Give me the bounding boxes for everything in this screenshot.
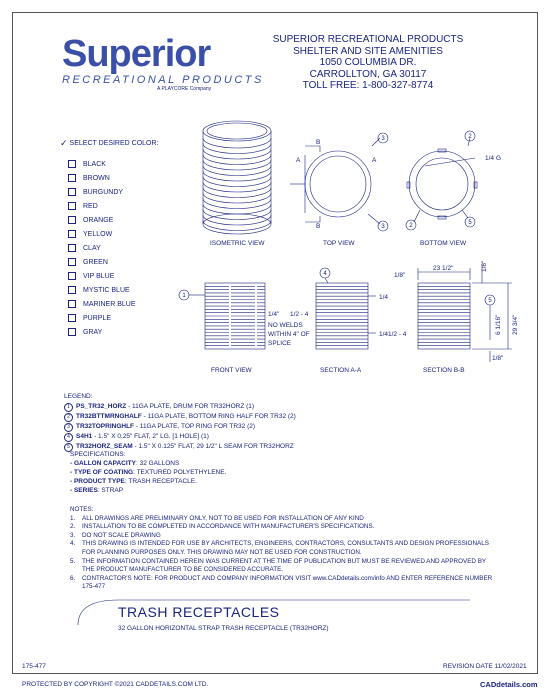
- color-header: SELECT DESIRED COLOR:: [69, 140, 159, 147]
- address-line: SUPERIOR RECREATIONAL PRODUCTS: [272, 34, 464, 45]
- isometric-view-label: ISOMETRIC VIEW: [210, 240, 265, 247]
- color-label: MYSTIC BLUE: [83, 286, 130, 294]
- legend-item: [64, 402, 504, 412]
- top-view-drawing: [290, 138, 380, 224]
- bottom-g: G: [496, 155, 502, 162]
- note-text: THIS DRAWING IS INTENDED FOR USE BY ARCHITECTS, ENGINEERS, CONTRACTORS, CONSULTANTS AND DESIGN PROFESSIONALS FOR PLANNING PURPOSES ONLY. THIS DRAWING MAY NOT BE USED FOR CONSTRUCTION.: [82, 540, 489, 556]
- dim-width: 23 1/2": [433, 265, 454, 272]
- isometric-view-drawing: [203, 121, 271, 234]
- callout-5-bottom: [465, 217, 475, 227]
- legend-number: 1: [64, 403, 73, 412]
- color-label: RED: [83, 202, 98, 210]
- splice: SPLICE: [268, 340, 292, 347]
- weld-seq: 1/2 - 4: [290, 311, 309, 318]
- legend-desc: - 11GA PLATE, BOTTOM RING HALF FOR TR32 (2): [141, 413, 296, 420]
- reference-number: 175-477: [22, 663, 46, 670]
- bottom-dim: 1/4: [485, 155, 495, 162]
- legend-code: TR32BTTMRNGHALF: [76, 413, 142, 420]
- spec-value: : 32 GALLONS: [135, 460, 180, 467]
- svg-text:1: 1: [182, 293, 186, 299]
- note-item: [70, 558, 500, 575]
- note-number: 6.: [70, 574, 76, 582]
- svg-text:2: 2: [409, 223, 413, 229]
- legend-desc: - 11GA PLATE, TOP RING FOR TR32 (2): [134, 423, 256, 430]
- note-item: [70, 540, 500, 557]
- dim-height: 29 3/4": [512, 314, 519, 335]
- note-number: 5.: [70, 557, 76, 565]
- color-label: BLACK: [83, 160, 106, 168]
- front-view-label: FRONT VIEW: [211, 367, 252, 374]
- svg-text:3: 3: [381, 136, 385, 142]
- spec-key: - PRODUCT TYPE: [70, 478, 125, 485]
- weld-seq-aa: 1/2 - 4: [388, 331, 407, 338]
- legend-desc: - 1.5" X 0.25" FLAT, 2" LG. [1 HOLE] (1): [92, 433, 209, 440]
- color-label: CLAY: [83, 244, 101, 252]
- color-label: GRAY: [83, 328, 103, 336]
- legend-code: TR32TOPRINGHLF: [76, 423, 135, 430]
- legend-number: 5: [64, 443, 73, 452]
- dim-1-8-bottom: 1/8": [492, 355, 504, 362]
- legend-title: LEGEND:: [64, 393, 93, 400]
- note-text: CONTRACTOR'S NOTE: FOR PRODUCT AND COMPANY INFORMATION VISIT www.CADdetails.com/info AND ENTER REFERENCE NUMBER 175-477: [82, 574, 493, 591]
- svg-text:2: 2: [468, 134, 472, 140]
- color-label: YELLOW: [83, 230, 113, 238]
- legend-code: TR32HORZ_SEAM: [76, 443, 133, 450]
- section-bb-drawing: [418, 264, 512, 362]
- color-label: GREEN: [83, 258, 108, 266]
- callout-5-bb: [485, 295, 495, 305]
- note-number: 3.: [70, 531, 76, 539]
- note-item: [70, 515, 500, 524]
- legend-item: [64, 432, 504, 442]
- weld-note: 1/4": [268, 311, 280, 318]
- callout-1-front: [179, 290, 189, 300]
- revision-date: REVISION DATE 11/02/2021: [443, 663, 527, 670]
- spec-value: : STRAP: [97, 487, 124, 494]
- notes: [70, 506, 500, 592]
- dim-6-1-16: 6 1/16": [495, 314, 502, 335]
- address-line: CARROLLTON, GA 30117: [309, 68, 427, 80]
- specs-title: SPECIFICATIONS:: [70, 451, 126, 458]
- notes-title: NOTES:: [70, 506, 94, 513]
- svg-text:5: 5: [488, 298, 492, 304]
- weld-aa-2: 1/4: [379, 331, 389, 338]
- spec-item: [70, 486, 226, 495]
- legend-item: [64, 412, 504, 422]
- drawing-subtitle: 32 GALLON HORIZONTAL STRAP TRASH RECEPTACLE (TR32HORZ): [118, 625, 329, 632]
- legend-code: PS_TR32_HORZ: [76, 403, 127, 410]
- legend-number: 3: [64, 423, 73, 432]
- note-number: 4.: [70, 540, 76, 548]
- legend-number: 4: [64, 433, 73, 442]
- section-mark-b-bottom: B: [316, 223, 321, 230]
- note-item: [70, 532, 500, 541]
- callout-2-bottom: [465, 131, 475, 141]
- no-welds: NO WELDS: [268, 322, 303, 329]
- legend-desc: - 11GA PLATE, DRUM FOR TR32HORZ (1): [126, 403, 255, 410]
- note-text: INSTALLATION TO BE COMPLETED IN ACCORDANCE WITH MANUFACTURER'S SPECIFICATIONS.: [82, 523, 375, 531]
- spec-key: - TYPE OF COATING: [70, 469, 134, 476]
- callout-3-top2: [378, 221, 388, 231]
- brand-name: Superior: [62, 33, 211, 75]
- note-item: [70, 523, 500, 532]
- spec-value: : TRASH RECEPTACLE.: [124, 478, 197, 485]
- callout-3-top: [378, 133, 388, 143]
- section-mark-a-right: A: [372, 157, 377, 164]
- spec-key: - SERIES: [70, 487, 98, 494]
- copyright: PROTECTED BY COPYRIGHT ©2021 CADDETAILS.COM LTD.: [22, 681, 209, 688]
- section-bb-label: SECTION B-B: [423, 367, 465, 374]
- spec-item: [70, 459, 226, 468]
- front-view-drawing: [189, 283, 265, 349]
- parent-company: A PLAYCORE Company: [157, 86, 212, 92]
- bottom-view-drawing: [407, 138, 477, 222]
- brand-tagline: RECREATIONAL PRODUCTS: [62, 74, 264, 86]
- section-aa-drawing: [316, 278, 376, 349]
- legend-code: S4H1: [76, 433, 93, 440]
- caddetails-link[interactable]: CADdetails.com: [480, 680, 538, 689]
- note-text: DO NOT SCALE DRAWING: [82, 531, 161, 539]
- note-text: THE INFORMATION CONTAINED HEREIN WAS CURRENT AT THE TIME OF PUBLICATION BUT MUST BE REVIEWED AND APPROVED BY THE PRODUCT MANUFACTURER TO BE CONSIDERED ACCURATE.: [82, 557, 486, 574]
- color-label: BROWN: [83, 174, 110, 182]
- svg-text:5: 5: [468, 220, 472, 226]
- section-mark-a-left: A: [296, 157, 301, 164]
- color-label: MARINER BLUE: [83, 300, 136, 308]
- spec-item: [70, 477, 226, 486]
- legend: [64, 392, 504, 452]
- address-line: 1050 COLUMBIA DR.: [319, 57, 417, 68]
- drawing-title: TRASH RECEPTACLES: [118, 604, 280, 620]
- spec-key: - GALLON CAPACITY: [70, 460, 136, 467]
- top-view-label: TOP VIEW: [323, 240, 355, 247]
- address-line: TOLL FREE: 1-800-327-8774: [302, 80, 434, 91]
- note-number: 1.: [70, 514, 76, 522]
- weld-aa-1: 1/4: [379, 294, 389, 301]
- color-label: VIP BLUE: [83, 272, 115, 280]
- legend-desc: - 1.5" X 0.125" FLAT, 29 1/2" L SEAM FOR TR32HORZ: [132, 443, 294, 450]
- specifications: [70, 450, 226, 495]
- note-text: ALL DRAWINGS ARE PRELIMINARY ONLY, NOT TO BE USED FOR INSTALLATION OF ANY KIND: [82, 514, 364, 522]
- callout-4-aa: [320, 268, 330, 278]
- legend-number: 2: [64, 413, 73, 422]
- spec-item: [70, 468, 226, 477]
- checkmark-icon: ✓: [60, 138, 68, 148]
- color-label: ORANGE: [83, 216, 114, 224]
- section-aa-label: SECTION A-A: [320, 367, 362, 374]
- note-number: 2.: [70, 523, 76, 531]
- callout-2-bottom2: [406, 220, 416, 230]
- section-mark-b-top: B: [316, 139, 321, 146]
- legend-item: [64, 422, 504, 432]
- spec-value: : TEXTURED POLYETHYLENE.: [133, 469, 227, 476]
- svg-text:4: 4: [323, 271, 327, 277]
- color-label: BURGUNDY: [83, 188, 124, 196]
- bottom-view-label: BOTTOM VIEW: [420, 240, 467, 247]
- address-line: SHELTER AND SITE AMENITIES: [293, 45, 443, 57]
- color-label: PURPLE: [83, 314, 112, 322]
- within-splice: WITHIN 4" OF: [268, 331, 310, 338]
- svg-text:3: 3: [381, 224, 385, 230]
- dim-1-8-v: 1/8": [481, 260, 488, 272]
- dim-1-8-top: 1/8": [394, 272, 406, 279]
- note-item: [70, 575, 500, 592]
